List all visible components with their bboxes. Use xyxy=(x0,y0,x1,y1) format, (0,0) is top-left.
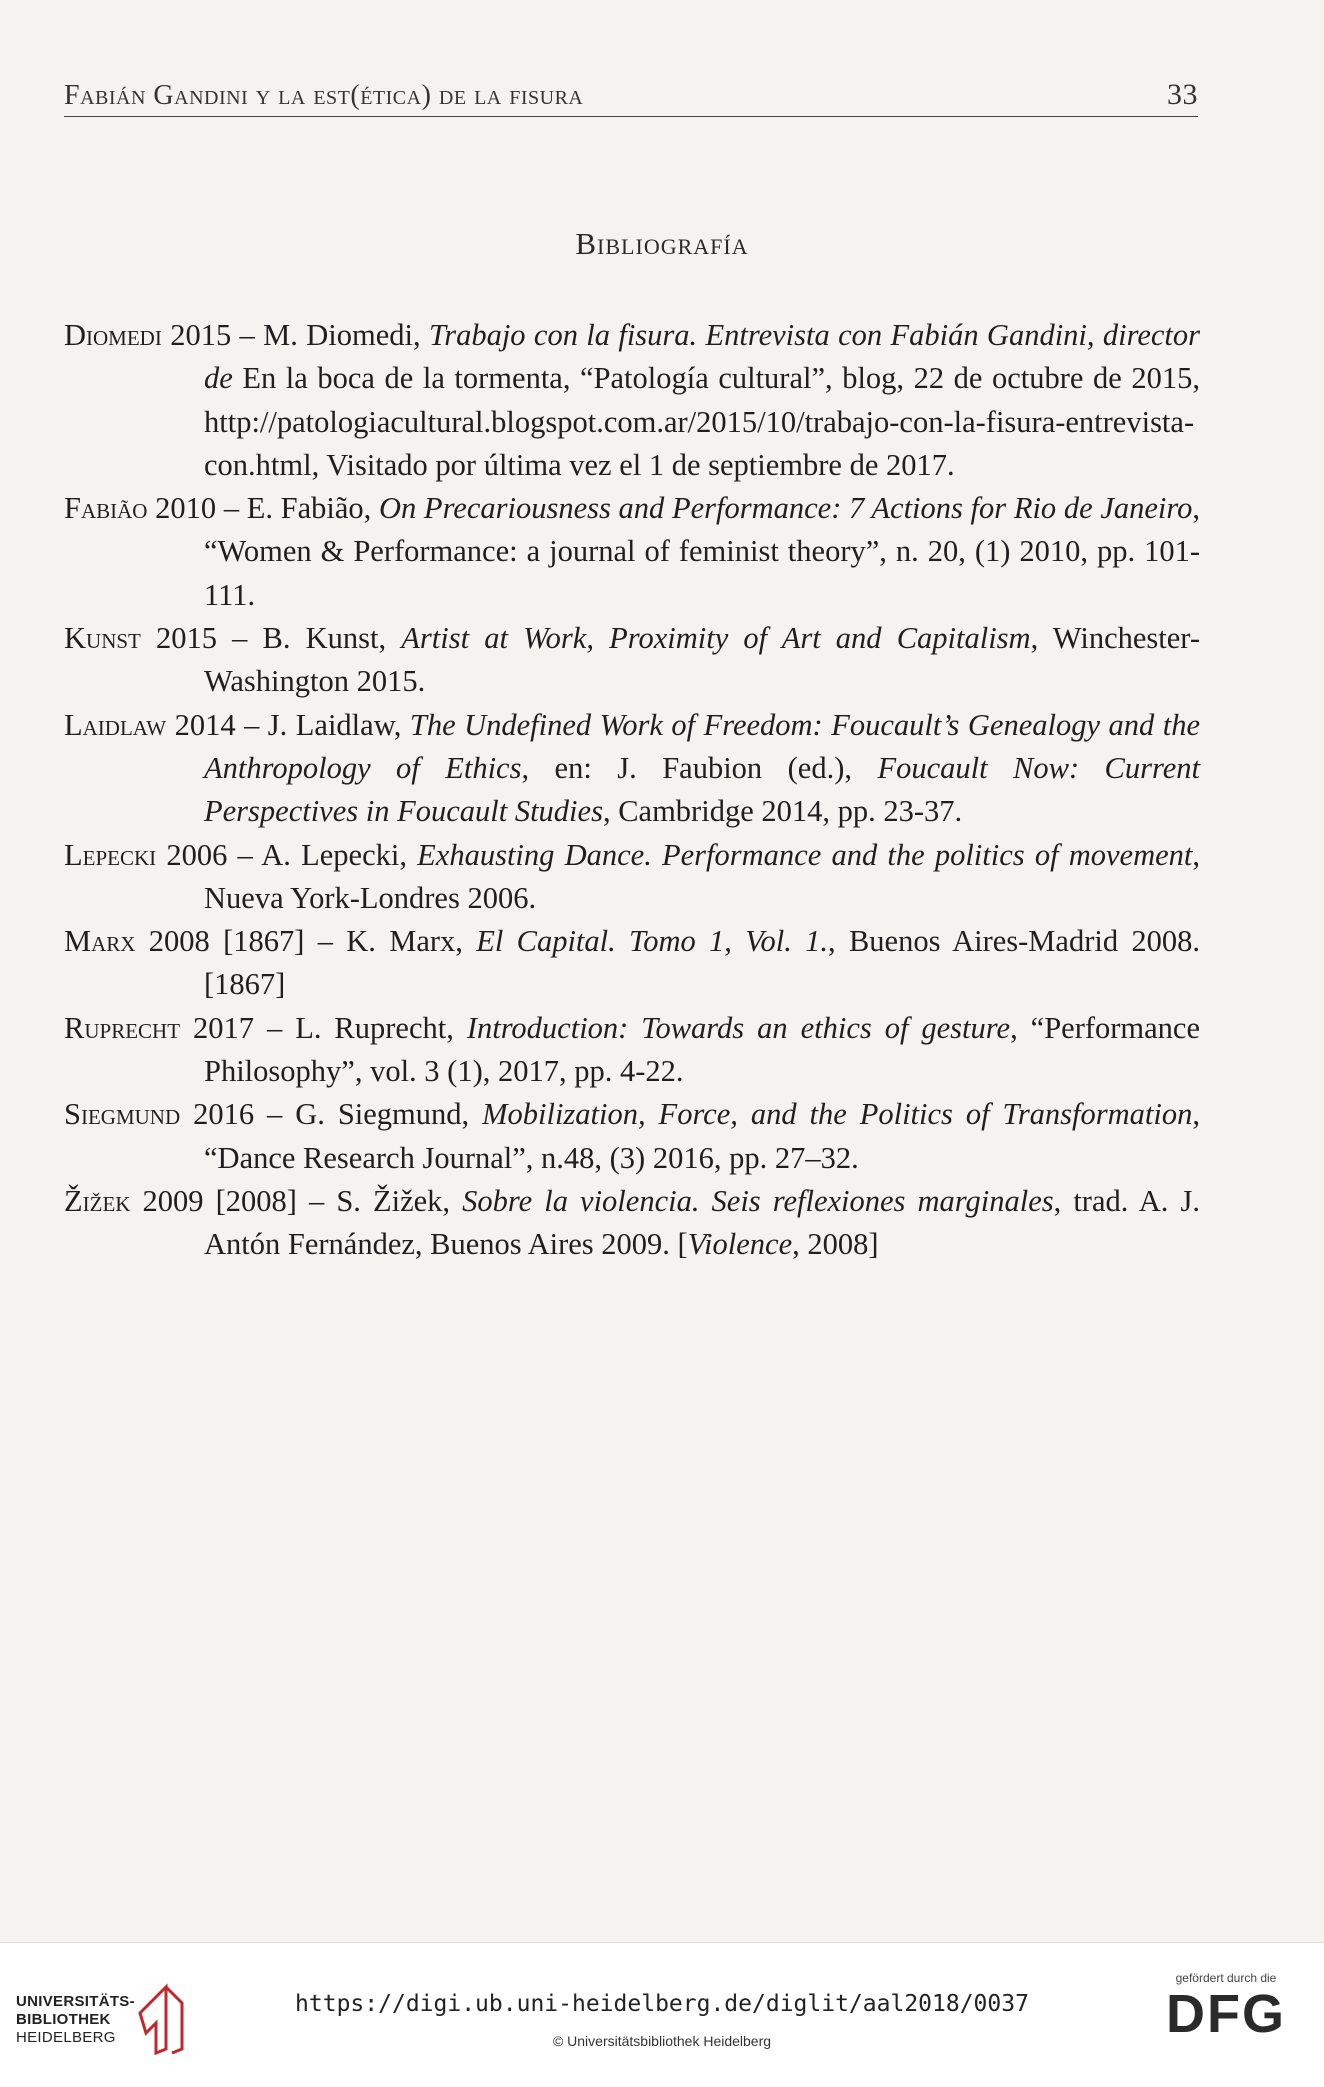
entry-text: , 2008] xyxy=(792,1227,879,1262)
entry-text: , Buenos Aires-Madrid 2008. [1867] xyxy=(204,924,1201,1002)
permalink-url[interactable]: https://digi.ub.uni-heidelberg.de/diglit/aal2018/0037 xyxy=(295,1991,1029,2017)
entry-author-key: Žižek xyxy=(64,1183,131,1218)
bibliography-entry xyxy=(64,314,1200,487)
entry-text: , trad. A. J. Antón Fernández, Buenos Aires 2009. [ xyxy=(204,1183,1200,1262)
entry-text: En la boca de la tormenta, “Patología cultural”, blog, 22 de octubre de 2015, http://patologiacultural.blogspot.com.ar/2015/10/trabajo-con-la-fisura-entrevista-con.html, Visitado por última vez el 1 de septiembre de 2017. xyxy=(204,361,1200,482)
entry-title: Sobre la violencia. Seis reflexiones marginales xyxy=(462,1183,1054,1218)
bibliography-entry xyxy=(64,1180,1200,1267)
entry-title: El Capital. Tomo 1, Vol. 1. xyxy=(476,924,829,959)
entry-author-key: Fabião xyxy=(64,491,148,526)
funder-block xyxy=(1156,1971,1296,2043)
entry-text: 2014 – J. Laidlaw, xyxy=(166,707,410,742)
bibliography-heading: Bibliografía xyxy=(575,226,749,261)
entry-title: Artist at Work, Proximity of Art and Capitalism xyxy=(401,621,1031,656)
entry-author-key: Marx xyxy=(64,924,136,959)
bibliography-entry xyxy=(64,487,1200,617)
running-header xyxy=(64,78,1198,117)
entry-text: , en: J. Faubion (ed.), xyxy=(521,750,878,785)
entry-title: Trabajo con la fisura. Entrevista con Fabián Gandini, director de xyxy=(204,318,1200,396)
entry-author-key: Lepecki xyxy=(64,837,157,872)
entry-title: Violence xyxy=(687,1227,793,1262)
entry-title: On Precariousness and Performance: 7 Actions for Rio de Janeiro xyxy=(378,491,1193,526)
entry-text: , “Women & Performance: a journal of feminist theory”, n. 20, (1) 2010, pp. 101-111. xyxy=(204,491,1200,612)
dfg-logo: DFG xyxy=(1166,1984,1286,2044)
entry-text: 2008 [1867] – K. Marx, xyxy=(135,924,477,959)
viewer-footer xyxy=(0,1942,1324,2087)
entry-text: , Nueva York-Londres 2006. xyxy=(204,837,1201,915)
entry-title: Introduction: Towards an ethics of gesture xyxy=(466,1010,1011,1045)
bibliography-entry xyxy=(64,1007,1200,1094)
bibliography-entry xyxy=(64,617,1200,704)
library-name-line-3: HEIDELBERG xyxy=(16,2029,116,2046)
entry-title: Mobilization, Force, and the Politics of Transformation xyxy=(482,1097,1193,1132)
entry-text: , Winchester-Washington 2015. xyxy=(204,621,1200,699)
entry-text: , “Performance Philosophy”, vol. 3 (1), 2017, pp. 4-22. xyxy=(204,1010,1200,1089)
library-name-line-1: UNIVERSITÄTS- xyxy=(16,1993,135,2010)
bibliography-entry xyxy=(64,920,1200,1007)
bibliography-entry xyxy=(64,704,1200,834)
entry-text: 2015 – B. Kunst, xyxy=(140,621,402,656)
entry-title: Exhausting Dance. Performance and the politics of movement xyxy=(417,837,1193,872)
entry-text: 2006 – A. Lepecki, xyxy=(156,837,418,872)
funder-caption: gefördert durch die xyxy=(1175,1971,1277,1985)
entry-text: 2016 – G. Siegmund, xyxy=(180,1097,483,1132)
entry-text: 2010 – E. Fabião, xyxy=(147,491,379,526)
entry-text: , Cambridge 2014, pp. 23-37. xyxy=(602,794,963,829)
entry-author-key: Ruprecht xyxy=(64,1010,181,1045)
entry-author-key: Diomedi xyxy=(64,318,162,352)
entry-title: Foucault Now: Current Perspectives in Foucault Studies xyxy=(204,750,1201,829)
library-name-line-2: BIBLIOTHEK xyxy=(16,2011,111,2028)
bibliography-list xyxy=(64,314,1200,1267)
entry-author-key: Laidlaw xyxy=(64,707,167,742)
entry-title: The Undefined Work of Freedom: Foucault’s Genealogy and the Anthropology of Ethics xyxy=(204,707,1200,785)
entry-text: , “Dance Research Journal”, n.48, (3) 2016, pp. 27–32. xyxy=(204,1097,1200,1175)
running-title: Fabián Gandini y la est(ética) de la fisura xyxy=(64,80,584,111)
copyright-notice: © Universitätsbibliothek Heidelberg xyxy=(552,2033,772,2049)
entry-text: 2015 – M. Diomedi, xyxy=(161,318,429,352)
bibliography-entry xyxy=(64,834,1200,921)
bibliography-entry xyxy=(64,1093,1200,1180)
entry-author-key: Siegmund xyxy=(64,1097,181,1132)
entry-text: 2017 – L. Ruprecht, xyxy=(180,1010,467,1045)
page-number: 33 xyxy=(1167,78,1198,111)
entry-text: 2009 [2008] – S. Žižek, xyxy=(130,1183,463,1218)
entry-author-key: Kunst xyxy=(64,621,141,656)
